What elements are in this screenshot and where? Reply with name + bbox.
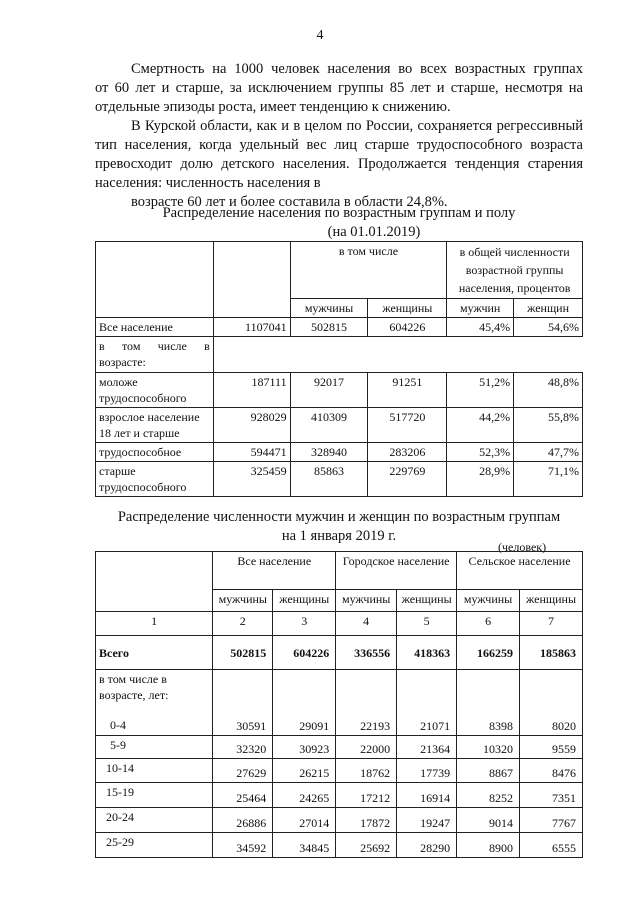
- col-men: мужчины: [457, 590, 520, 612]
- cell: 229769: [368, 462, 447, 497]
- col-men-pct: мужчин: [447, 299, 514, 318]
- cell: 54,6%: [514, 318, 583, 337]
- cell: 7767: [520, 808, 583, 833]
- cell: 55,8%: [514, 408, 583, 443]
- blank: [213, 337, 582, 373]
- table2-unit: (человек): [498, 540, 547, 554]
- cell: 28,9%: [447, 462, 514, 497]
- cell: 336556: [336, 636, 397, 670]
- paragraph-last-line: возрасте 60 лет и более составила в области 24,8%.: [131, 194, 448, 210]
- blank: [273, 670, 336, 716]
- cell: 283206: [368, 443, 447, 462]
- cell: 48,8%: [514, 373, 583, 408]
- men-women-by-age-table: [95, 551, 583, 858]
- table-row: [96, 833, 583, 858]
- cell: 8476: [520, 759, 583, 783]
- blank: [397, 670, 457, 716]
- table-row: [96, 808, 583, 833]
- paragraph-line: Смертность на 1000 человек населения во всех возрастных группах: [131, 61, 583, 77]
- cell: 17212: [336, 783, 397, 808]
- cell: 21071: [397, 716, 457, 736]
- cell: 25464: [213, 783, 273, 808]
- blank: [336, 670, 397, 716]
- cell: 185863: [520, 636, 583, 670]
- table-row: [96, 443, 583, 462]
- col-women: женщины: [368, 299, 447, 318]
- cell: 928029: [213, 408, 290, 443]
- cell: 22193: [336, 716, 397, 736]
- col-women: женщины: [397, 590, 457, 612]
- paragraph-line: от 60 лет и старше, за исключением группы 85 лет и старше, несмотря на: [95, 80, 583, 96]
- col-number: 4: [336, 612, 397, 636]
- row-label: 0-4: [96, 716, 213, 736]
- cell: 187111: [213, 373, 290, 408]
- col-number: 2: [213, 612, 273, 636]
- table-row: [96, 759, 583, 783]
- population-by-age-sex-table: [95, 241, 583, 497]
- cell: 502815: [290, 318, 368, 337]
- cell: 32320: [213, 736, 273, 759]
- header-empty: [96, 242, 214, 318]
- blank: [457, 670, 520, 716]
- row-label: 20-24: [96, 808, 213, 833]
- col-number: 3: [273, 612, 336, 636]
- row-label: трудоспособное: [96, 443, 214, 462]
- cell: 34592: [213, 833, 273, 858]
- blank: [520, 670, 583, 716]
- row-label: старше трудоспособного: [96, 462, 214, 497]
- cell: 28290: [397, 833, 457, 858]
- cell: 19247: [397, 808, 457, 833]
- cell: 9014: [457, 808, 520, 833]
- col-number: 6: [457, 612, 520, 636]
- row-label: 10-14: [96, 759, 213, 783]
- page-number: 4: [316, 28, 324, 43]
- cell: 26215: [273, 759, 336, 783]
- col-number: 5: [397, 612, 457, 636]
- cell: 8900: [457, 833, 520, 858]
- table-row: [96, 736, 583, 759]
- col-women: женщины: [273, 590, 336, 612]
- table2-title: Распределение численности мужчин и женщин по возрастным группам: [117, 509, 561, 525]
- paragraph-body: В Курской области, как и в целом по России, сохраняется регрессивный тип населения, когда удельный вес лиц старше трудоспособного возраста превосходит долю детского населения. Продолжается тенденция старения населения: численность населения в: [95, 118, 583, 191]
- cell: 45,4%: [447, 318, 514, 337]
- cell: 17739: [397, 759, 457, 783]
- cell: 91251: [368, 373, 447, 408]
- col-men: мужчины: [336, 590, 397, 612]
- paragraph-line: отдельные эпизоды роста, имеет тенденцию к снижению.: [95, 99, 451, 115]
- cell: 85863: [290, 462, 368, 497]
- row-label: Всего: [96, 636, 213, 670]
- cell: 604226: [368, 318, 447, 337]
- cell: 8398: [457, 716, 520, 736]
- cell: 328940: [290, 443, 368, 462]
- table-row: [96, 318, 583, 337]
- table1-title: Распределение населения по возрастным группам и полу: [162, 205, 516, 221]
- header-empty: [213, 242, 290, 318]
- group-header: Все население: [213, 552, 336, 590]
- row-label: моложе трудоспособного: [96, 373, 214, 408]
- col-men: мужчины: [290, 299, 368, 318]
- cell: 51,2%: [447, 373, 514, 408]
- row-label: взрослое население 18 лет и старше: [96, 408, 214, 443]
- header-empty: [96, 552, 213, 612]
- table-row: [96, 716, 583, 736]
- cell: 517720: [368, 408, 447, 443]
- col-number: 1: [96, 612, 213, 636]
- row-label: 5-9: [96, 736, 213, 759]
- cell: 502815: [213, 636, 273, 670]
- col-women-pct: женщин: [514, 299, 583, 318]
- total-row: [96, 636, 583, 670]
- cell: 9559: [520, 736, 583, 759]
- cell: 16914: [397, 783, 457, 808]
- cell: 34845: [273, 833, 336, 858]
- cell: 44,2%: [447, 408, 514, 443]
- header-including: в том числе: [290, 242, 447, 299]
- table1-date: (на 01.01.2019): [327, 224, 421, 240]
- cell: 166259: [457, 636, 520, 670]
- cell: 47,7%: [514, 443, 583, 462]
- cell: 8020: [520, 716, 583, 736]
- group-header: Городское население: [336, 552, 457, 590]
- cell: 1107041: [213, 318, 290, 337]
- cell: 410309: [290, 408, 368, 443]
- blank: [213, 670, 273, 716]
- cell: 10320: [457, 736, 520, 759]
- cell: 604226: [273, 636, 336, 670]
- paragraph-aging: [95, 117, 583, 212]
- cell: 30923: [273, 736, 336, 759]
- cell: 27629: [213, 759, 273, 783]
- cell: 22000: [336, 736, 397, 759]
- row-label: 25-29: [96, 833, 213, 858]
- cell: 18762: [336, 759, 397, 783]
- group-header: Сельское население: [457, 552, 583, 590]
- table-row: [96, 408, 583, 443]
- row-label: 15-19: [96, 783, 213, 808]
- cell: 52,3%: [447, 443, 514, 462]
- cell: 27014: [273, 808, 336, 833]
- header-share: в общей численности возрастной группы населения, процентов: [447, 242, 583, 299]
- table-row: [96, 783, 583, 808]
- cell: 8252: [457, 783, 520, 808]
- cell: 17872: [336, 808, 397, 833]
- subheader: в том числе в возрасте, лет:: [96, 670, 213, 716]
- cell: 7351: [520, 783, 583, 808]
- table-row: [96, 373, 583, 408]
- cell: 71,1%: [514, 462, 583, 497]
- cell: 25692: [336, 833, 397, 858]
- col-number: 7: [520, 612, 583, 636]
- col-women: женщины: [520, 590, 583, 612]
- column-numbers-row: [96, 612, 583, 636]
- cell: 26886: [213, 808, 273, 833]
- cell: 594471: [213, 443, 290, 462]
- cell: 21364: [397, 736, 457, 759]
- cell: 8867: [457, 759, 520, 783]
- cell: 30591: [213, 716, 273, 736]
- cell: 29091: [273, 716, 336, 736]
- paragraph-mortality: [95, 60, 583, 117]
- col-men: мужчины: [213, 590, 273, 612]
- row-label: Все население: [96, 318, 214, 337]
- cell: 24265: [273, 783, 336, 808]
- cell: 418363: [397, 636, 457, 670]
- subheader: в том числе в возрасте:: [96, 337, 214, 373]
- cell: 92017: [290, 373, 368, 408]
- cell: 325459: [213, 462, 290, 497]
- table-row: [96, 462, 583, 497]
- cell: 6555: [520, 833, 583, 858]
- table2-date: на 1 января 2019 г.: [281, 528, 397, 544]
